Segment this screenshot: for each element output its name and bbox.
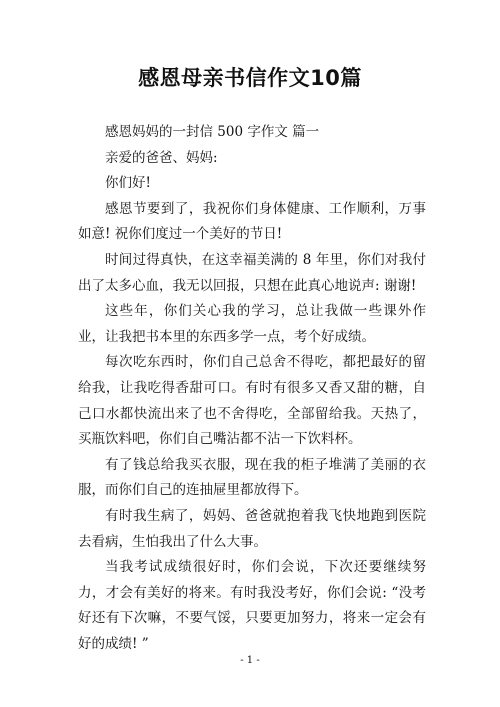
- paragraph-salutation: 亲爱的爸爸、妈妈:: [105, 149, 218, 166]
- paragraph-2: 时间过得真快，在这幸福美满的 8 年里，你们对我付出了太多心血，我无以回报，只想在此真心地说声: 谢谢!: [78, 251, 426, 294]
- paragraph-6: 有时我生病了，妈妈、爸爸就抱着我飞快地跑到医院去看病，生怕我出了什么大事。: [78, 507, 426, 550]
- paragraph-greeting: 你们好!: [105, 175, 151, 192]
- document-title: 感恩母亲书信作文10篇: [138, 66, 362, 90]
- paragraph-5: 有了钱总给我买衣服，现在我的柜子堆满了美丽的衣服，而你们自己的连抽屉里都放得下。: [78, 456, 426, 499]
- paragraph-3: 这些年，你们关心我的学习，总让我做一些课外作业，让我把书本里的东西多学一点，考个好成绩。: [78, 303, 426, 345]
- paragraph-1: 感恩节要到了，我祝你们身体健康、工作顺利，万事如意! 祝你们度过一个美好的节日!: [78, 200, 426, 243]
- paragraph-heading: 感恩妈妈的一封信 500 字作文 篇一: [105, 124, 320, 140]
- paragraph-4: 每次吃东西时，你们自己总舍不得吃，都把最好的留给我，让我吃得香甜可口。有时有很多又香又甜的糖，自己口水都快流出来了也不舍得吃，全部留给我。天热了，买瓶饮料吧，你们自己嘴沾都不沾一下饮料杯。: [78, 354, 426, 448]
- paragraph-7: 当我考试成绩很好时，你们会说，下次还要继续努力，才会有美好的将来。有时我没考好，你们会说: “没考好还有下次嘛，不要气馁，只要更加努力，将来一定会有好的成绩! ”: [78, 559, 426, 652]
- document-body: [78, 120, 426, 657]
- page-number: - 1 -: [240, 655, 260, 666]
